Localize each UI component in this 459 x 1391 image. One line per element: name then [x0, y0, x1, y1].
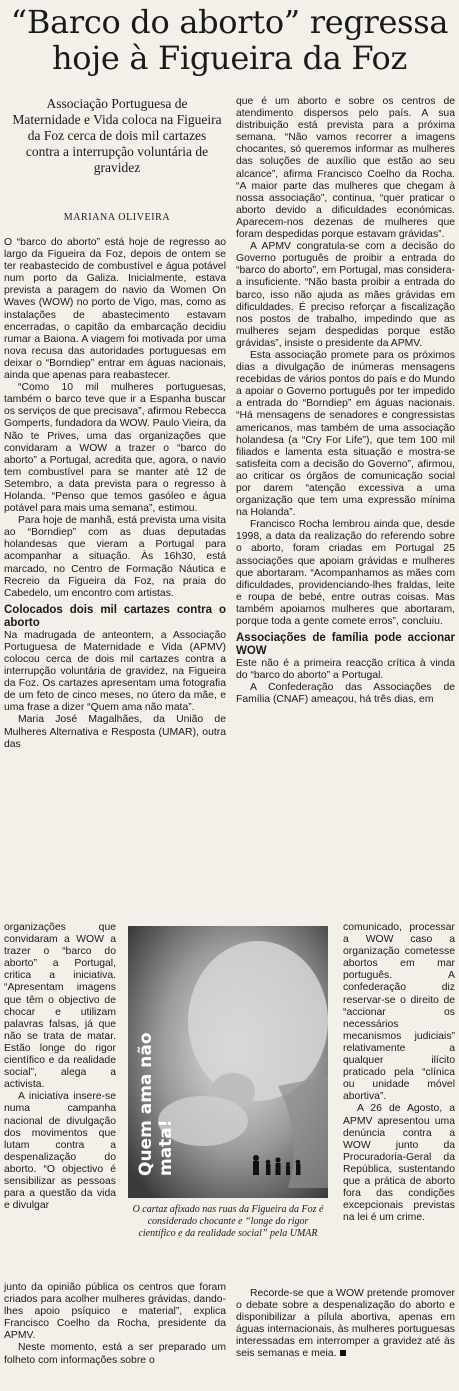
paragraph: A APMV congratula-se com a decisão do Governo português de proibir a entrada do “barco do aborto”, em Portugal, mas considera-a insuficiente. “Não basta proibir a entrada do barco, isso não ajuda as mães grávidas em dificuldades. É preciso reforçar a fiscalização nos postos de trabalho, impedindo que as mulheres sejam despedidas porque estão grávidas”, insiste o presidente da APMV. [236, 241, 455, 349]
deck: Associação Portuguesa de Maternidade e Vida coloca na Figueira da Foz cerca de dois mil cartazes contra a interrupção voluntária de gravidez [12, 96, 222, 175]
column-left-bottom [4, 1282, 226, 1367]
end-of-article-mark [340, 1350, 346, 1356]
paragraph: que é um aborto e sobre os centros de atendimento dispersos pelo país. A sua distribuição está prevista para a próxima semana. “Não vamos recorrer a imagens chocantes, só queremos informar as mulheres das soluções de auxílio que estão ao seu alcance”, afirma Francisco Coelho da Rocha. “A maior parte das mulheres que chegam à nossa associação”, continua, “quer praticar o aborto devido a dificuldades económicas. Aparecem-nos dezenas de mulheres que foram despedidas porque estavam grávidas”. [236, 96, 455, 241]
paragraph: A iniciativa insere-se numa campanha nacional de divulgação dos movimentos que lutam contra a despenalização do aborto. “O objectivo é sensibilizar as pessoas para a questão da vida e divulgar [4, 1091, 116, 1212]
paragraph: junto da opinião pública os centros que foram criados para acolher mulheres grávidas, dando-lhes apoio psíquico e material”, explica Francisco Coelho da Rocha, presidente da APMV. [4, 1282, 226, 1342]
byline: MARIANA OLIVEIRA [63, 212, 171, 223]
column-right-bottom [236, 1288, 455, 1361]
column-right-top [236, 96, 455, 707]
paragraph: Na madrugada de anteontem, a Associação Portuguesa de Maternidade e Vida (APMV) colocou cerca de dois mil cartazes contra a interrupção voluntária de gravidez, na Figueira da Foz. Os cartazes apresentam uma fotografia de um feto de cinco meses, no útero da mãe, e uma frase a dizer “Quem ama não mata”. [4, 629, 226, 714]
paragraph: O “barco do aborto” está hoje de regresso ao largo da Figueira da Foz, depois de ontem se ter reabastecido de combustível e água potável num porto da Galiza. Inicialmente, estava prevista a paragem do navio da Women On Waves (WOW) no porto de Vigo, mas, como as instalações de abastecimento estavam encerradas, o capitão da embarcação decidiu rumar a Baiona. A viagem foi motivada por uma nova recusa das autoridades portuguesas em deixar o “Borndiep” entrar em águas nacionais, ainda que apenas para reabastecer. [4, 237, 226, 382]
paragraph: organizações que convidaram a WOW a trazer o “barco do aborto” a Portugal, critica a iniciativa. “Apresentam imagens que têm o objectivo de chocar e utilizam palavras falsas, já que não se trata de matar. Estão longe do rigor científico e da realidade social”, alega a activista. [4, 922, 116, 1091]
photo-caption: O cartaz afixado nas ruas da Figueira da Foz é considerado chocante e “longe do rigor científico e da realidade social” pela UMAR [132, 1204, 324, 1239]
paragraph: “Como 10 mil mulheres portuguesas, também o barco teve que ir a Espanha buscar os serviços de que precisava”, afirmou Rebecca Gomperts, fundadora da WOW. Paulo Vieira, da Não te Prives, uma das organizações que convidaram a WOW a trazer o “barco do aborto” a Portugal, acredita que, agora, o navio tem combustível para se manter até 12 de Setembro, a data prevista para o regresso à Holanda. “Penso que temos gasóleo e água potável para mais uma semana”, estimou. [4, 382, 226, 515]
paragraph: Francisco Rocha lembrou ainda que, desde 1998, a data da realização do referendo sobre o aborto, foram criadas em Portugal 25 associações que apoiam grávidas e mulheres que abortaram. “Acompanhamos as mães com dificuldades, providenciando-lhes fraldas, leite e roupa de bebé, entre outras coisas. Mas também apoiamos mulheres que abortaram, porque toda a gente comete erros”, concluiu. [236, 519, 455, 628]
column-left-narrow [4, 922, 116, 1212]
paragraph: comunicado, processar a WOW caso a organização cometesse abortos em mar português. A confederação diz reservar-se o direito de “accionar os necessários mecanismos judiciais” relativamente a qualquer ilícito praticado pela “clínica ou unidade móvel abortiva”. [343, 922, 455, 1103]
paragraph: Maria José Magalhães, da União de Mulheres Alternativa e Resposta (UMAR), outra das [4, 714, 226, 750]
paragraph [236, 1288, 455, 1361]
paragraph: A 26 de Agosto, a APMV apresentou uma denúncia contra a WOW junto da Procuradoria-Geral da República, sustentando que a prática de aborto fora das condições excepcionais previstas na lei é um crime. [343, 1103, 455, 1224]
paragraph: Para hoje de manhã, está prevista uma visita ao “Borndiep” com as duas deputadas holandesas que vieram a Portugal para acompanhar a situação. Às 16h30, está marcado, no Centro de Formação Náutica e Recreio da Figueira da Foz, na praia do Cabedelo, um encontro com artistas. [4, 515, 226, 599]
headline: “Barco do aborto” regressa hoje à Figueira da Foz [10, 3, 449, 77]
poster-photo [128, 926, 328, 1198]
poster-slogan: Quem ama não mata! [136, 1032, 176, 1176]
subhead-posters: Colocados dois mil cartazes contra o aborto [4, 603, 226, 629]
paragraph: Este não é a primeira reacção crítica à vinda do “barco do aborto” a Portugal. [236, 658, 455, 682]
paragraph: Neste momento, está a ser preparado um folheto com informações sobre o [4, 1342, 226, 1366]
column-right-narrow [343, 922, 455, 1224]
column-left-top [4, 237, 226, 751]
paragraph: A Confederação das Associações de Família (CNAF) ameaçou, há três dias, em [236, 682, 455, 706]
paragraph: Esta associação promete para os próximos dias a divulgação de inúmeras mensagens recebidas de vários pontos do país e do Mundo a apoiar o Governo português por ter impedido a entrada do “Borndiep” em águas nacionais. “Há mensagens de senadores e congressistas americanos, mas também de uma associação holandesa (a “Cry For Life”), que tem 100 mil filiados e lamenta esta situação e mostra-se satisfeita com a decisão do Governo”, afirmou, ao criticar os órgãos de comunicação social por darem “atenção excessiva a uma organização que tem uma expressão mínima na Holanda”. [236, 349, 455, 519]
paragraph-text: Recorde-se que a WOW pretende promover o debate sobre a despenalização do aborto e disponibilizar a pílula abortiva, apenas em águas internacionais, às mulheres portuguesas interessadas em interromper a gravidez até às seis semanas e meia. [236, 1288, 455, 1360]
subhead-families: Associações de família pode accionar WOW [236, 632, 455, 658]
